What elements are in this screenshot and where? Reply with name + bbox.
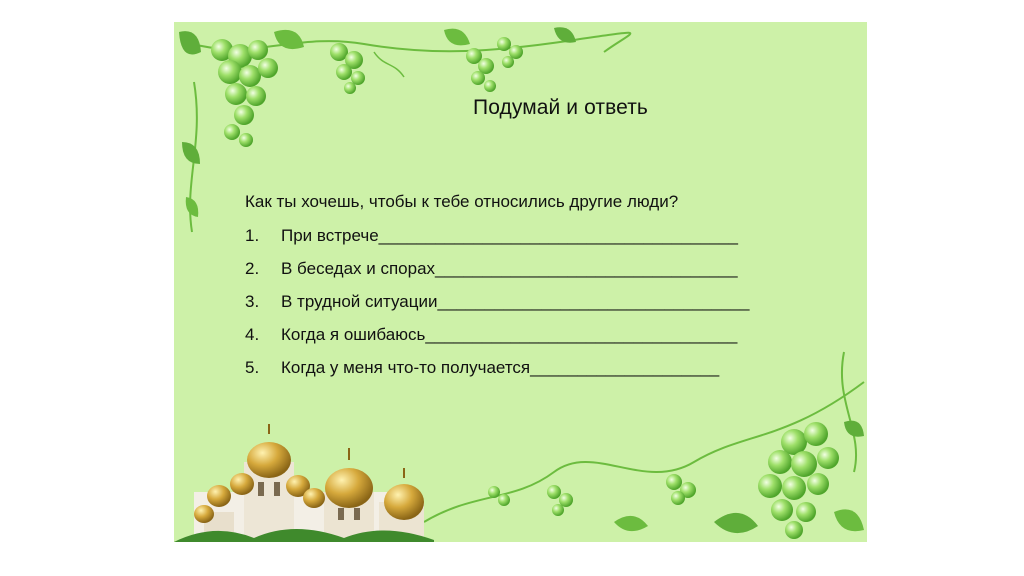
cathedral-domes [174,424,434,542]
question-text: Как ты хочешь, чтобы к тебе относились другие люди? [245,192,679,211]
grape-cluster-top-middle [330,37,523,94]
list-item [245,325,750,358]
list-item-number: 3. [245,292,260,311]
list-item-text: В беседах и спорах________________________________ [281,259,738,278]
list-item-text: Когда у меня что-то получается____________________ [281,358,720,377]
grape-cluster-bottom-right [758,422,839,539]
list-item-text: В трудной ситуации_________________________________ [281,292,750,311]
list-item [245,358,750,391]
list-item-number: 1. [245,226,260,245]
list-item-text: При встрече______________________________________ [281,226,738,245]
slide [174,22,867,542]
list-item [245,259,750,292]
answer-list [245,226,750,391]
list-item-number: 2. [245,259,260,278]
list-item [245,226,750,259]
slide-title: Подумай и ответь [473,96,648,119]
list-item-number: 5. [245,358,260,377]
list-item-text: Когда я ошибаюсь_________________________________ [281,325,738,344]
list-item [245,292,750,325]
list-item-number: 4. [245,325,260,344]
grape-cluster-bottom-middle [488,474,696,516]
grape-cluster-top-left [211,39,278,147]
